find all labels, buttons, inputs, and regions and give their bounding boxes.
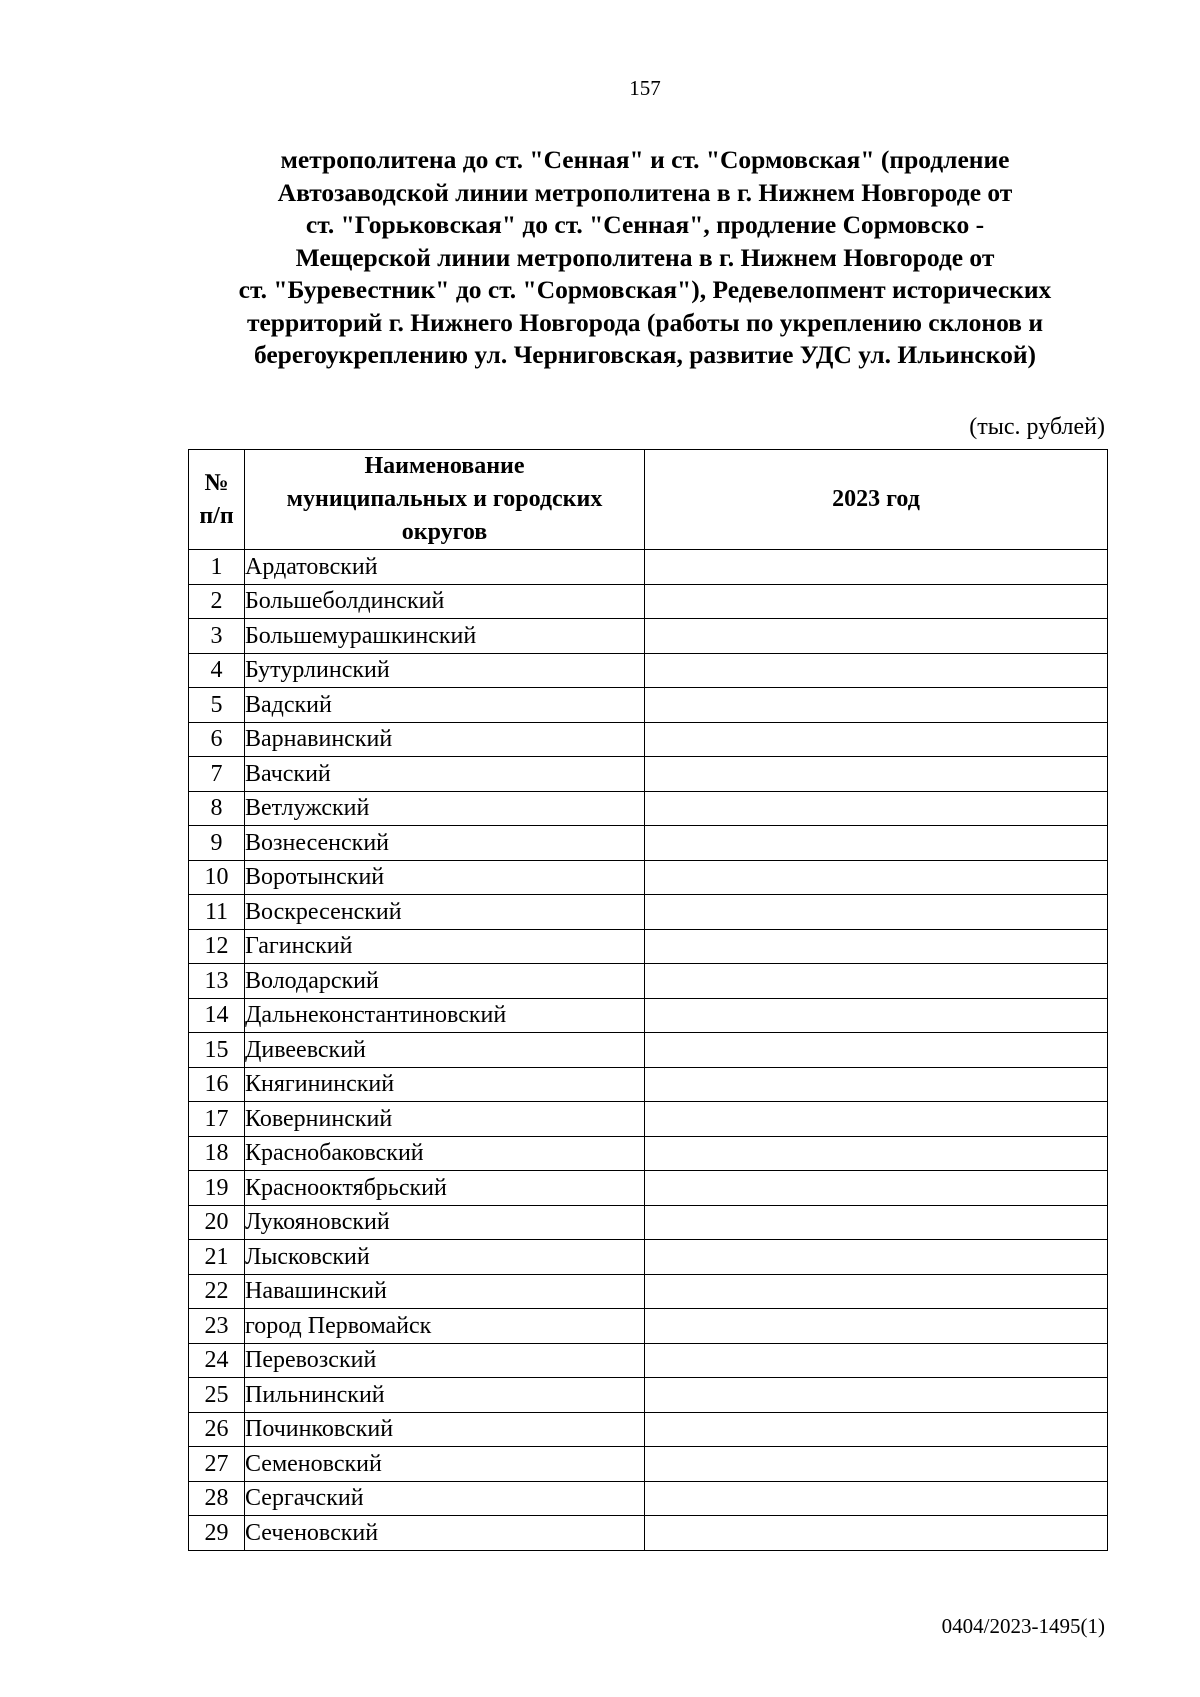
table-row	[189, 826, 1108, 861]
district-name: Дальнеконстантиновский	[245, 998, 645, 1033]
table-row	[189, 964, 1108, 999]
table-row	[189, 1343, 1108, 1378]
year-2023-value	[645, 1516, 1108, 1551]
table-row	[189, 1102, 1108, 1137]
district-name: Ковернинский	[245, 1102, 645, 1137]
row-number: 8	[189, 791, 245, 826]
header-year: 2023 год	[645, 450, 1108, 550]
header-number-symbol: №	[204, 469, 229, 496]
year-2023-value	[645, 1033, 1108, 1068]
year-2023-value	[645, 1102, 1108, 1137]
header-name-line: округов	[401, 519, 488, 545]
heading-line: Мещерской линии метрополитена в г. Нижнем Новгороде от	[295, 242, 995, 272]
year-2023-value	[645, 1136, 1108, 1171]
table-row	[189, 1447, 1108, 1482]
year-2023-value	[645, 1378, 1108, 1413]
row-number: 24	[189, 1343, 245, 1378]
year-2023-value	[645, 653, 1108, 688]
header-name-line: Наименование	[364, 453, 525, 479]
table-row	[189, 929, 1108, 964]
table-row	[189, 1205, 1108, 1240]
header-number-abbr: п/п	[199, 502, 234, 529]
table-row	[189, 1309, 1108, 1344]
row-number: 13	[189, 964, 245, 999]
district-name: Вознесенский	[245, 826, 645, 861]
district-name: Сергачский	[245, 1481, 645, 1516]
table-row	[189, 619, 1108, 654]
year-2023-value	[645, 1240, 1108, 1275]
district-name: Дивеевский	[245, 1033, 645, 1068]
row-number: 12	[189, 929, 245, 964]
district-name: Пильнинский	[245, 1378, 645, 1413]
district-name: город Первомайск	[245, 1309, 645, 1344]
district-name: Княгининский	[245, 1067, 645, 1102]
document-code: 0404/2023-1495(1)	[941, 1614, 1105, 1638]
year-2023-value	[645, 619, 1108, 654]
table-row	[189, 1516, 1108, 1551]
year-2023-value	[645, 1205, 1108, 1240]
heading-line: территорий г. Нижнего Новгорода (работы по укреплению склонов и	[246, 307, 1044, 337]
heading-line: берегоукреплению ул. Черниговская, развитие УДС ул. Ильинской)	[253, 340, 1037, 369]
district-name: Варнавинский	[245, 722, 645, 757]
year-2023-value	[645, 1447, 1108, 1482]
row-number: 26	[189, 1412, 245, 1447]
district-name: Бутурлинский	[245, 653, 645, 688]
table-row	[189, 584, 1108, 619]
row-number: 29	[189, 1516, 245, 1551]
row-number: 9	[189, 826, 245, 861]
table-row	[189, 722, 1108, 757]
row-number: 19	[189, 1171, 245, 1206]
district-name: Володарский	[245, 964, 645, 999]
heading-line: ст. "Буревестник" до ст. "Сормовская"), Редевелопмент исторических	[238, 275, 1052, 304]
district-name: Сеченовский	[245, 1516, 645, 1551]
table-row	[189, 1274, 1108, 1309]
year-2023-value	[645, 998, 1108, 1033]
year-2023-value	[645, 722, 1108, 757]
heading-line: метрополитена до ст. "Сенная" и ст. "Сормовская" (продление	[280, 145, 1010, 174]
year-2023-value	[645, 1171, 1108, 1206]
row-number: 15	[189, 1033, 245, 1068]
page-number: 157	[629, 76, 661, 100]
district-name: Вадский	[245, 688, 645, 723]
district-name: Гагинский	[245, 929, 645, 964]
row-number: 3	[189, 619, 245, 654]
district-name: Большемурашкинский	[245, 619, 645, 654]
table-row	[189, 757, 1108, 792]
header-name	[245, 450, 645, 550]
row-number: 4	[189, 653, 245, 688]
row-number: 5	[189, 688, 245, 723]
row-number: 23	[189, 1309, 245, 1344]
year-2023-value	[645, 929, 1108, 964]
district-name: Краснооктябрьский	[245, 1171, 645, 1206]
heading-line: ст. "Горьковская" до ст. "Сенная", продление Сормовско -	[305, 210, 985, 239]
row-number: 10	[189, 860, 245, 895]
row-number: 18	[189, 1136, 245, 1171]
row-number: 2	[189, 584, 245, 619]
row-number: 21	[189, 1240, 245, 1275]
year-2023-value	[645, 964, 1108, 999]
table-row	[189, 1067, 1108, 1102]
table-row	[189, 895, 1108, 930]
year-2023-value	[645, 1067, 1108, 1102]
year-2023-value	[645, 791, 1108, 826]
district-name: Навашинский	[245, 1274, 645, 1309]
table-row	[189, 1033, 1108, 1068]
table-row	[189, 1412, 1108, 1447]
header-number	[189, 450, 245, 550]
district-name: Починковский	[245, 1412, 645, 1447]
row-number: 16	[189, 1067, 245, 1102]
table-row	[189, 998, 1108, 1033]
year-2023-value	[645, 860, 1108, 895]
year-2023-value	[645, 1481, 1108, 1516]
row-number: 11	[189, 895, 245, 930]
table-row	[189, 1481, 1108, 1516]
row-number: 20	[189, 1205, 245, 1240]
year-2023-value	[645, 1412, 1108, 1447]
year-2023-value	[645, 1309, 1108, 1344]
district-name: Большеболдинский	[245, 584, 645, 619]
district-name: Лысковский	[245, 1240, 645, 1275]
row-number: 25	[189, 1378, 245, 1413]
year-2023-value	[645, 550, 1108, 585]
year-2023-value	[645, 895, 1108, 930]
district-name: Семеновский	[245, 1447, 645, 1482]
table-row	[189, 1136, 1108, 1171]
table-row	[189, 860, 1108, 895]
district-name: Воротынский	[245, 860, 645, 895]
table-row	[189, 791, 1108, 826]
year-2023-value	[645, 757, 1108, 792]
row-number: 14	[189, 998, 245, 1033]
heading-line: Автозаводской линии метрополитена в г. Нижнем Новгороде от	[277, 177, 1013, 207]
row-number: 6	[189, 722, 245, 757]
row-number: 17	[189, 1102, 245, 1137]
district-name: Краснобаковский	[245, 1136, 645, 1171]
table-row	[189, 550, 1108, 585]
row-number: 7	[189, 757, 245, 792]
units-label: (тыс. рублей)	[969, 414, 1105, 440]
row-number: 27	[189, 1447, 245, 1482]
district-name: Вачский	[245, 757, 645, 792]
table-row	[189, 1378, 1108, 1413]
table-header-row	[189, 450, 1108, 550]
row-number: 28	[189, 1481, 245, 1516]
year-2023-value	[645, 584, 1108, 619]
table-row	[189, 1171, 1108, 1206]
table-row	[189, 1240, 1108, 1275]
year-2023-value	[645, 688, 1108, 723]
year-2023-value	[645, 1343, 1108, 1378]
district-name: Перевозский	[245, 1343, 645, 1378]
district-name: Ардатовский	[245, 550, 645, 585]
table-row	[189, 688, 1108, 723]
row-number: 1	[189, 550, 245, 585]
year-2023-value	[645, 1274, 1108, 1309]
document-heading	[180, 144, 1110, 372]
district-name: Лукояновский	[245, 1205, 645, 1240]
district-name: Воскресенский	[245, 895, 645, 930]
year-2023-value	[645, 826, 1108, 861]
district-name: Ветлужский	[245, 791, 645, 826]
header-name-line: муниципальных и городских	[286, 486, 603, 512]
table-row	[189, 653, 1108, 688]
row-number: 22	[189, 1274, 245, 1309]
allocation-table	[188, 449, 1108, 1551]
